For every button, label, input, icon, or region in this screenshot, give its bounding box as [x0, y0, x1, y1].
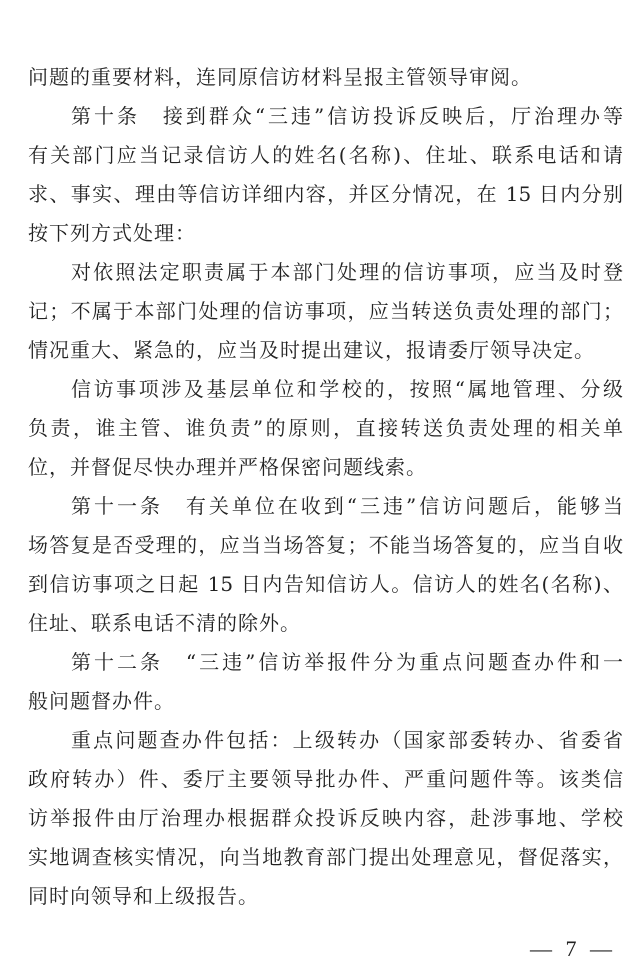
text-line: 负责，谁主管、谁负责”的原则，直接转送负责处理的相关单	[28, 416, 623, 440]
text-line: 住址、联系电话不清的除外。	[28, 611, 301, 635]
text-line: 有关部门应当记录信访人的姓名(名称)、住址、联系电话和请	[28, 143, 623, 167]
text-line: 重点问题查办件包括：上级转办（国家部委转办、省委省	[71, 728, 623, 752]
text-line: 般问题督办件。	[28, 689, 175, 713]
text-line: 情况重大、紧急的，应当及时提出建议，报请委厅领导决定。	[28, 338, 595, 362]
text-line: 第十二条 “三违”信访举报件分为重点问题查办件和一	[71, 650, 623, 674]
text-line: 第十一条 有关单位在收到“三违”信访问题后，能够当	[71, 494, 623, 518]
text-line: 求、事实、理由等信访详细内容，并区分情况，在 15 日内分别	[28, 182, 623, 206]
text-line: 按下列方式处理：	[28, 221, 196, 245]
text-line: 场答复是否受理的，应当当场答复；不能当场答复的，应当自收	[28, 533, 623, 557]
text-line: 信访事项涉及基层单位和学校的，按照“属地管理、分级	[71, 377, 623, 401]
text-line: 问题的重要材料，连同原信访材料呈报主管领导审阅。	[28, 65, 532, 89]
text-line: 第十条 接到群众“三违”信访投诉反映后，厅治理办等	[71, 104, 623, 128]
text-line: 对依照法定职责属于本部门处理的信访事项，应当及时登	[71, 260, 623, 284]
text-line: 实地调查核实情况，向当地教育部门提出处理意见，督促落实，	[28, 845, 623, 869]
document-body	[28, 58, 623, 916]
text-line: 位，并督促尽快办理并严格保密问题线索。	[28, 455, 427, 479]
page-number: — 7 —	[530, 936, 616, 961]
text-line: 记；不属于本部门处理的信访事项，应当转送负责处理的部门；	[28, 299, 623, 323]
text-line: 访举报件由厅治理办根据群众投诉反映内容，赴涉事地、学校	[28, 806, 623, 830]
text-line: 同时向领导和上级报告。	[28, 884, 259, 908]
text-line: 政府转办）件、委厅主要领导批办件、严重问题件等。该类信	[28, 767, 623, 791]
text-line: 到信访事项之日起 15 日内告知信访人。信访人的姓名(名称)、	[28, 572, 623, 596]
